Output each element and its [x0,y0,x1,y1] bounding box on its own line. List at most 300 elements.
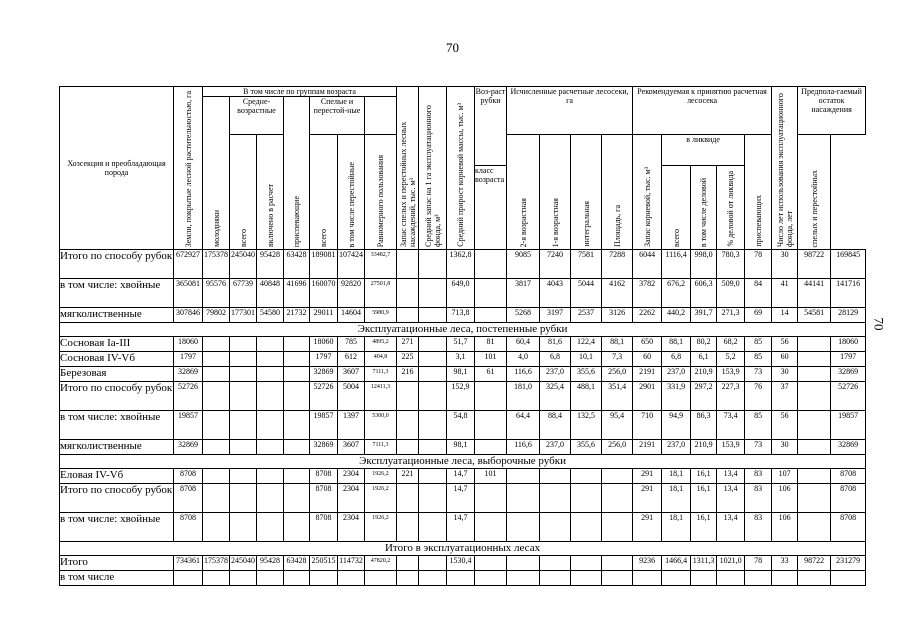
table-cell: 271 [397,337,419,352]
table-cell: 1311,3 [691,556,717,571]
table-cell [284,352,310,367]
table-cell: 391,7 [691,308,717,323]
table-cell: 88,4 [540,411,571,440]
table-cell: 8708 [831,469,866,484]
section-row [60,455,866,469]
section-title: Эксплуатационные леса, постепенные рубки [60,323,866,337]
table-cell: 33 [772,556,798,571]
table-cell: 56 [772,411,798,440]
table-cell: 13,4 [717,469,745,484]
table-cell: 1397 [338,411,365,440]
table-cell [507,484,540,513]
header-spelye-vsego: всего [310,135,338,250]
row-name: Итого по способу рубок [60,250,174,279]
table-cell: 32869 [831,440,866,455]
table-cell: 18060 [174,337,203,352]
table-cell: 63428 [284,250,310,279]
table-cell: 3,1 [447,352,475,367]
table-cell: 7,3 [602,352,633,367]
table-row [60,484,866,513]
table-cell [475,382,507,411]
table-cell: 231279 [831,556,866,571]
table-cell: 307846 [174,308,203,323]
table-cell [602,571,633,586]
table-cell [602,484,633,513]
row-name: Еловая IV-Vб [60,469,174,484]
table-cell: 132,5 [571,411,602,440]
table-cell: 54581 [798,308,831,323]
table-cell: 16,1 [691,513,717,542]
table-cell [419,556,447,571]
table-cell [419,250,447,279]
header-predpolagaemyy: Предпола-гаемый остаток насаждения [798,87,866,135]
table-cell: 98,1 [447,367,475,382]
table-cell: 88,1 [602,337,633,352]
table-cell [798,367,831,382]
table-cell [257,571,284,586]
header-prispevayushchih: приспевающих [745,135,772,250]
table-cell [203,411,230,440]
table-cell [447,571,475,586]
header-chislo-let: Число лет использования эксплуатационного фонда, лет [772,87,798,250]
table-cell [419,337,447,352]
table-cell [798,484,831,513]
table-cell [257,440,284,455]
table-cell: 5,2 [717,352,745,367]
table-cell: 210,9 [691,367,717,382]
table-cell: 18060 [310,337,338,352]
table-cell [230,440,257,455]
table-cell: 1530,4 [447,556,475,571]
header-v-tom-chisle-delovoy: в том числе деловой [691,166,717,250]
table-cell: 95576 [203,279,230,308]
table-cell: 1926,2 [365,484,397,513]
table-cell: 81 [475,337,507,352]
table-cell: 7240 [540,250,571,279]
table-cell: 509,0 [717,279,745,308]
table-cell: 101 [475,352,507,367]
table-cell: 14 [772,308,798,323]
table-cell: 4,0 [507,352,540,367]
table-header [60,87,866,250]
table-row [60,367,866,382]
table-cell: 256,0 [602,367,633,382]
table-cell: 14604 [338,308,365,323]
table-cell [419,469,447,484]
table-row [60,279,866,308]
table-cell: 8708 [174,469,203,484]
table-cell: 2304 [338,484,365,513]
table-cell: 1021,0 [717,556,745,571]
table-cell [798,352,831,367]
table-cell [419,308,447,323]
table-cell [397,382,419,411]
header-vozrastnaya1: 1-я возрастная [540,135,571,250]
section-row [60,542,866,556]
table-cell: 33482,7 [365,250,397,279]
table-cell: 18060 [831,337,866,352]
table-cell [257,337,284,352]
forest-cut-table [59,86,866,586]
table-cell: 6,1 [691,352,717,367]
table-cell [257,513,284,542]
table-cell: 649,0 [447,279,475,308]
table-cell: 41 [772,279,798,308]
table-cell: 60,4 [507,337,540,352]
table-cell [745,571,772,586]
table-cell: 107424 [338,250,365,279]
table-cell [397,484,419,513]
table-cell [602,513,633,542]
table-cell [798,337,831,352]
header-age-groups: В том числе по группам возраста [203,87,397,97]
header-sredniy-prirost: Средний прирост корневой массы, тыс. м³ [447,87,475,250]
table-cell [475,484,507,513]
table-cell: 18,1 [662,469,691,484]
table-cell: 3607 [338,440,365,455]
table-cell: 85 [745,337,772,352]
table-cell: 7111,3 [365,367,397,382]
header-molodnyaki: молодняки [203,97,230,250]
table-cell [397,308,419,323]
table-cell [230,411,257,440]
table-cell: 12411,3 [365,382,397,411]
table-cell: 83 [745,469,772,484]
table-cell [798,469,831,484]
table-cell: 54580 [257,308,284,323]
table-cell [772,571,798,586]
table-cell: 1466,4 [662,556,691,571]
table-cell: 175378 [203,250,230,279]
table-cell: 5044 [571,279,602,308]
row-name: Березовая [60,367,174,382]
table-cell [257,484,284,513]
table-cell [571,513,602,542]
table-cell [475,308,507,323]
table-cell: 271,3 [717,308,745,323]
header-v-likvide: в ликвиде [662,135,745,166]
section-title: Эксплуатационные леса, выборочные рубки [60,455,866,469]
table-cell [419,352,447,367]
table-cell: 1797 [174,352,203,367]
header-rekomenduemaya: Рекомендуемая к принятию расчетная лесосека [633,87,772,135]
table-cell: 9085 [507,250,540,279]
table-cell: 30 [772,440,798,455]
table-cell: 676,2 [662,279,691,308]
table-cell [419,513,447,542]
table-cell [540,484,571,513]
table-cell: 60 [772,352,798,367]
table-cell: 169845 [831,250,866,279]
header-srednevozrastnye: Средне-возрастные [230,97,284,135]
table-cell [419,279,447,308]
table-cell: 78 [745,556,772,571]
table-cell [798,571,831,586]
header-spelye: Спелые и перестой-ные [310,97,365,135]
table-cell: 5300,0 [365,411,397,440]
table-cell: 73 [745,440,772,455]
table-cell [203,513,230,542]
table-cell: 297,2 [691,382,717,411]
table-cell: 63428 [284,556,310,571]
table-cell [257,367,284,382]
table-cell [230,513,257,542]
table-cell [397,513,419,542]
header-pct-delovoy: % деловой от ликвида [717,166,745,250]
table-cell: 114732 [338,556,365,571]
table-cell: 4895,2 [365,337,397,352]
table-cell: 64,4 [507,411,540,440]
table-cell: 4043 [540,279,571,308]
row-name: Сосновая Ia-III [60,337,174,352]
table-cell: 153,9 [717,440,745,455]
table-cell [419,571,447,586]
header-vklyucheno: включено в расчет [257,135,284,250]
table-cell [257,469,284,484]
table-cell: 44141 [798,279,831,308]
table-cell [338,571,365,586]
table-cell: 95428 [257,250,284,279]
table-cell: 107 [772,469,798,484]
table-cell: 2901 [633,382,662,411]
row-name: в том числе [60,571,174,586]
table-cell: 28129 [831,308,866,323]
table-cell: 83 [745,513,772,542]
table-row [60,382,866,411]
table-cell: 19857 [310,411,338,440]
row-name: Итого по способу рубок [60,484,174,513]
table-cell [203,440,230,455]
table-cell [310,571,338,586]
header-klass-vozrasta: класс возраста [475,166,507,250]
header-ploshchad: Площадь, га [602,135,633,250]
table-cell: 95,4 [602,411,633,440]
table-cell [475,250,507,279]
table-cell: 61 [475,367,507,382]
table-cell [284,337,310,352]
table-cell [397,411,419,440]
table-cell: 18,1 [662,513,691,542]
table-cell [230,352,257,367]
table-cell: 355,6 [571,440,602,455]
table-cell: 3126 [602,308,633,323]
table-cell: 14,7 [447,513,475,542]
side-page-number: 70 [871,317,887,331]
row-name: Итого [60,556,174,571]
header-integralnaya: интегральная [571,135,602,250]
table-row [60,337,866,352]
table-cell [257,352,284,367]
table-cell [419,411,447,440]
table-cell: 52726 [831,382,866,411]
table-cell: 3817 [507,279,540,308]
table-cell: 7111,3 [365,440,397,455]
table-cell: 54,8 [447,411,475,440]
table-cell [633,571,662,586]
table-cell: 5268 [507,308,540,323]
table-cell [284,469,310,484]
table-cell: 4162 [602,279,633,308]
table-cell: 79802 [203,308,230,323]
table-cell: 8708 [310,469,338,484]
table-cell: 47820,2 [365,556,397,571]
table-cell: 256,0 [602,440,633,455]
table-cell: 153,9 [717,367,745,382]
table-cell [230,484,257,513]
table-cell: 237,0 [540,440,571,455]
table-cell: 14,7 [447,484,475,513]
table-cell: 780,3 [717,250,745,279]
table-cell: 181,0 [507,382,540,411]
table-cell: 81,6 [540,337,571,352]
table-cell: 291 [633,513,662,542]
table-cell: 650 [633,337,662,352]
table-cell: 291 [633,469,662,484]
table-body [60,250,866,586]
table-cell: 16,1 [691,469,717,484]
table-cell: 40848 [257,279,284,308]
table-cell: 237,0 [662,440,691,455]
table-cell: 86,3 [691,411,717,440]
table-cell: 116,6 [507,367,540,382]
table-cell: 13,4 [717,484,745,513]
table-cell: 8708 [831,513,866,542]
table-cell: 21732 [284,308,310,323]
table-cell: 69 [745,308,772,323]
header-zapas: Запас спелых и перестойных лесных насаждений, тыс. м³ [397,87,419,250]
table-cell: 10,1 [571,352,602,367]
table-cell: 245040 [230,250,257,279]
table-cell: 30 [772,250,798,279]
table-cell: 3197 [540,308,571,323]
table-cell [662,571,691,586]
table-cell: 98722 [798,556,831,571]
table-cell: 85 [745,411,772,440]
table-cell: 76 [745,382,772,411]
table-cell: 245040 [230,556,257,571]
table-cell: 325,4 [540,382,571,411]
table-cell [230,571,257,586]
table-cell: 51,7 [447,337,475,352]
header-vozrastnaya2: 2-я возрастная [507,135,540,250]
table-cell: 14,7 [447,469,475,484]
table-cell: 2191 [633,367,662,382]
table-cell: 8708 [174,484,203,513]
table-cell: 141716 [831,279,866,308]
table-cell [507,556,540,571]
table-cell: 16,1 [691,484,717,513]
table-cell [284,484,310,513]
table-cell: 998,0 [691,250,717,279]
table-cell [571,571,602,586]
header-zemli: Земли, покрытые лесной растительностью, га [174,87,203,250]
table-cell: 440,2 [662,308,691,323]
table-cell: 116,6 [507,440,540,455]
table-cell: 98722 [798,250,831,279]
table-cell [798,382,831,411]
table-cell: 6,8 [540,352,571,367]
table-cell: 291 [633,484,662,513]
table-cell: 101 [475,469,507,484]
table-cell: 351,4 [602,382,633,411]
table-cell [540,469,571,484]
table-cell [798,440,831,455]
table-cell: 5004 [338,382,365,411]
table-cell: 18,1 [662,484,691,513]
table-cell: 160070 [310,279,338,308]
table-cell: 331,9 [662,382,691,411]
table-cell [257,382,284,411]
table-cell: 8708 [174,513,203,542]
row-name: Итого по способу рубок [60,382,174,411]
table-cell: 2262 [633,308,662,323]
table-cell: 7581 [571,250,602,279]
table-cell: 404,8 [365,352,397,367]
table-cell [284,571,310,586]
header-vsego: всего [230,135,257,250]
header-vozrast-rubki: Воз-раст рубки [475,87,507,166]
table-cell: 88,1 [662,337,691,352]
table-cell [203,367,230,382]
table-row [60,513,866,542]
table-cell: 32869 [174,367,203,382]
table-row [60,250,866,279]
table-cell: 6,8 [662,352,691,367]
table-cell [230,337,257,352]
table-cell: 7288 [602,250,633,279]
table-cell [203,337,230,352]
header-spelyh: спелых и перестойных [798,135,831,250]
row-name: Сосновая IV-Vб [60,352,174,367]
table-cell [397,571,419,586]
table-cell: 216 [397,367,419,382]
table-cell [571,469,602,484]
table-cell: 2537 [571,308,602,323]
table-cell [257,411,284,440]
table-cell: 32869 [831,367,866,382]
table-cell: 1116,4 [662,250,691,279]
table-cell: 98,1 [447,440,475,455]
table-cell [475,556,507,571]
table-cell: 1926,2 [365,469,397,484]
table-cell: 3782 [633,279,662,308]
table-cell: 250515 [310,556,338,571]
table-cell: 606,3 [691,279,717,308]
table-cell: 67739 [230,279,257,308]
table-cell: 237,0 [662,367,691,382]
table-cell [230,382,257,411]
table-cell [798,411,831,440]
table-cell [230,367,257,382]
table-cell: 94,9 [662,411,691,440]
table-cell: 83 [745,484,772,513]
table-cell: 73,4 [717,411,745,440]
table-cell [203,352,230,367]
table-cell: 2304 [338,513,365,542]
table-cell [475,411,507,440]
row-name: в том числе: хвойные [60,411,174,440]
table-cell [691,571,717,586]
header-khozsektsiya: Хозсекция и преобладающая порода [60,87,174,250]
table-cell [284,440,310,455]
table-cell: 1797 [310,352,338,367]
table-cell: 32869 [174,440,203,455]
table-cell: 106 [772,513,798,542]
table-cell: 1362,8 [447,250,475,279]
table-row [60,308,866,323]
section-title: Итого в эксплуатационных лесах [60,542,866,556]
table-cell [571,484,602,513]
